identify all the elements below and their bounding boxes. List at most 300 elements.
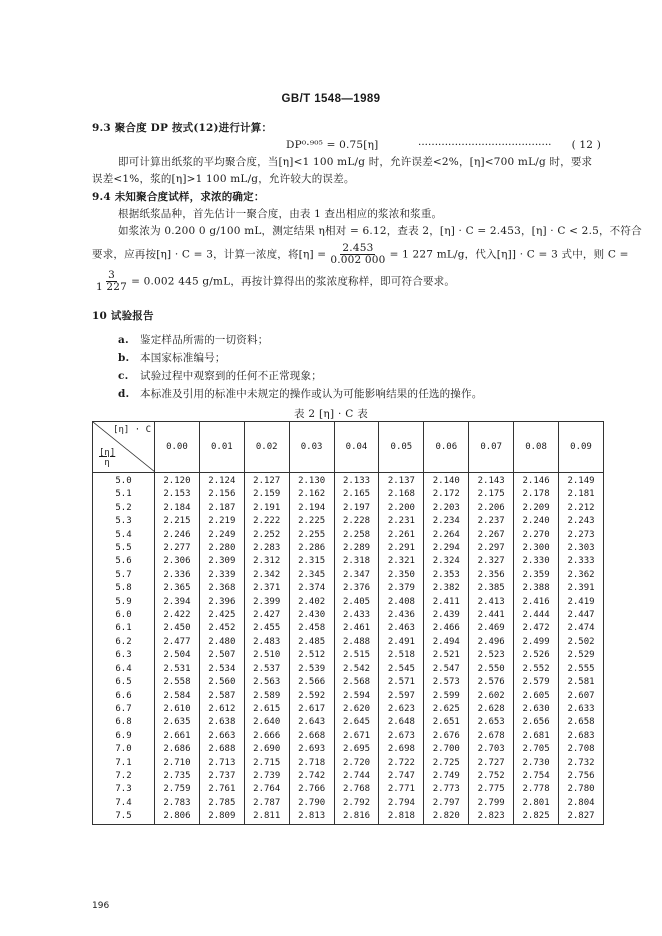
table-cell: 2.759 <box>155 783 200 796</box>
table-cell: 2.703 <box>469 743 514 756</box>
table-cell: 2.474 <box>559 622 604 635</box>
row-label-cell: 5.0 <box>93 473 155 489</box>
table-cell: 2.441 <box>469 609 514 622</box>
fraction-eta <box>328 243 387 266</box>
table-cell: 2.222 <box>244 515 289 528</box>
table-cell: 2.823 <box>469 810 514 824</box>
table-cell: 2.542 <box>334 663 379 676</box>
table-cell: 2.399 <box>244 596 289 609</box>
table-cell: 2.300 <box>514 542 559 555</box>
fraction-c-numerator: 3 <box>108 269 115 281</box>
table-cell: 2.385 <box>469 582 514 595</box>
table-cell: 2.312 <box>244 555 289 568</box>
table-cell: 2.515 <box>334 649 379 662</box>
table-cell: 2.165 <box>334 488 379 501</box>
table-cell: 2.264 <box>424 529 469 542</box>
table-cell: 2.792 <box>334 797 379 810</box>
row-label-cell: 5.4 <box>93 529 155 542</box>
row-label-cell: 7.3 <box>93 783 155 796</box>
table-cell: 2.656 <box>514 716 559 729</box>
table-cell: 2.693 <box>289 743 334 756</box>
table-cell: 2.353 <box>424 569 469 582</box>
table-cell: 2.607 <box>559 690 604 703</box>
table-cell: 2.184 <box>155 502 200 515</box>
table-cell: 2.555 <box>559 663 604 676</box>
table-cell: 2.658 <box>559 716 604 729</box>
table-cell: 2.143 <box>469 473 514 489</box>
table-row <box>93 488 604 501</box>
table-row <box>93 622 604 635</box>
table-cell: 2.376 <box>334 582 379 595</box>
table-row <box>93 703 604 716</box>
table-cell: 2.267 <box>469 529 514 542</box>
column-header: 0.06 <box>424 422 469 473</box>
table-cell: 2.294 <box>424 542 469 555</box>
table-cell: 2.523 <box>469 649 514 662</box>
row-label-cell: 5.2 <box>93 502 155 515</box>
table-cell: 2.663 <box>199 730 244 743</box>
table-cell: 2.560 <box>199 676 244 689</box>
table-cell: 2.120 <box>155 473 200 489</box>
table-row <box>93 663 604 676</box>
table-row <box>93 730 604 743</box>
table-cell: 2.820 <box>424 810 469 824</box>
table-row <box>93 542 604 555</box>
table-cell: 2.191 <box>244 502 289 515</box>
table-cell: 2.330 <box>514 555 559 568</box>
table-cell: 2.315 <box>289 555 334 568</box>
table-caption: 表 2 [η] · C 表 <box>293 408 369 420</box>
table-row <box>93 783 604 796</box>
table-cell: 2.510 <box>244 649 289 662</box>
table-cell: 2.754 <box>514 770 559 783</box>
table-cell: 2.133 <box>334 473 379 489</box>
table-cell: 2.816 <box>334 810 379 824</box>
table-cell: 2.480 <box>199 636 244 649</box>
table-cell: 2.215 <box>155 515 200 528</box>
table-cell: 2.394 <box>155 596 200 609</box>
table-cell: 2.794 <box>379 797 424 810</box>
table-cell: 2.630 <box>514 703 559 716</box>
table-row <box>93 649 604 662</box>
table-cell: 2.705 <box>514 743 559 756</box>
table-cell: 2.504 <box>155 649 200 662</box>
page-number: 196 <box>92 901 110 911</box>
table-cell: 2.643 <box>289 716 334 729</box>
table-cell: 2.778 <box>514 783 559 796</box>
table-cell: 2.225 <box>289 515 334 528</box>
table-cell: 2.761 <box>199 783 244 796</box>
table-cell: 2.249 <box>199 529 244 542</box>
row-label-cell: 5.5 <box>93 542 155 555</box>
table-cell: 2.739 <box>244 770 289 783</box>
table-cell: 2.620 <box>334 703 379 716</box>
table-cell: 2.327 <box>469 555 514 568</box>
table-cell: 2.491 <box>379 636 424 649</box>
table-cell: 2.547 <box>424 663 469 676</box>
table-cell: 2.825 <box>514 810 559 824</box>
s94-paragraph-line-4 <box>92 270 455 293</box>
column-header: 0.01 <box>199 422 244 473</box>
table-cell: 2.573 <box>424 676 469 689</box>
table-cell: 2.638 <box>199 716 244 729</box>
table-cell: 2.681 <box>514 730 559 743</box>
table-cell: 2.162 <box>289 488 334 501</box>
table-cell: 2.153 <box>155 488 200 501</box>
table-cell: 2.787 <box>244 797 289 810</box>
table-cell: 2.602 <box>469 690 514 703</box>
table-cell: 2.228 <box>334 515 379 528</box>
table-cell: 2.206 <box>469 502 514 515</box>
table-cell: 2.683 <box>559 730 604 743</box>
table-row <box>93 502 604 515</box>
table-cell: 2.411 <box>424 596 469 609</box>
row-label-cell: 5.7 <box>93 569 155 582</box>
table-cell: 2.391 <box>559 582 604 595</box>
table-cell: 2.289 <box>334 542 379 555</box>
table-cell: 2.483 <box>244 636 289 649</box>
table-cell: 2.345 <box>289 569 334 582</box>
table-cell: 2.209 <box>514 502 559 515</box>
table-row <box>93 515 604 528</box>
table-cell: 2.408 <box>379 596 424 609</box>
row-label-cell: 6.4 <box>93 663 155 676</box>
table-cell: 2.563 <box>244 676 289 689</box>
table-cell: 2.512 <box>289 649 334 662</box>
table-cell: 2.688 <box>199 743 244 756</box>
table-cell: 2.804 <box>559 797 604 810</box>
row-label-cell: 5.8 <box>93 582 155 595</box>
table-cell: 2.427 <box>244 609 289 622</box>
table-cell: 2.700 <box>424 743 469 756</box>
table-cell: 2.545 <box>379 663 424 676</box>
table-cell: 2.234 <box>424 515 469 528</box>
formula-leader-dots: ········································ <box>418 139 552 151</box>
row-label-cell: 6.6 <box>93 690 155 703</box>
table-cell: 2.587 <box>199 690 244 703</box>
table-cell: 2.283 <box>244 542 289 555</box>
section-9-4-heading: 9.4 未知聚合度试样，求浓的确定： <box>92 191 265 203</box>
table-cell: 2.261 <box>379 529 424 542</box>
table-cell: 2.455 <box>244 622 289 635</box>
table-cell: 2.362 <box>559 569 604 582</box>
table-cell: 2.347 <box>334 569 379 582</box>
table-cell: 2.461 <box>334 622 379 635</box>
table-row <box>93 582 604 595</box>
corner-bottom-label: [η] η <box>99 448 116 468</box>
table-cell: 2.653 <box>469 716 514 729</box>
table-cell: 2.336 <box>155 569 200 582</box>
table-cell: 2.237 <box>469 515 514 528</box>
fraction-c <box>94 270 129 293</box>
table-cell: 2.718 <box>289 757 334 770</box>
table-cell: 2.472 <box>514 622 559 635</box>
table-cell: 2.715 <box>244 757 289 770</box>
table-cell: 2.576 <box>469 676 514 689</box>
table-cell: 2.790 <box>289 797 334 810</box>
table-cell: 2.737 <box>199 770 244 783</box>
table-cell: 2.806 <box>155 810 200 824</box>
table-cell: 2.730 <box>514 757 559 770</box>
table-cell: 2.379 <box>379 582 424 595</box>
table-cell: 2.529 <box>559 649 604 662</box>
table-cell: 2.708 <box>559 743 604 756</box>
report-item-d: d. 本标准及引用的标准中未规定的操作或认为可能影响结果的任选的操作。 <box>118 388 483 400</box>
row-label-cell: 6.1 <box>93 622 155 635</box>
table-row <box>93 636 604 649</box>
table-cell: 2.566 <box>289 676 334 689</box>
table-cell: 2.280 <box>199 542 244 555</box>
table-cell: 2.140 <box>424 473 469 489</box>
row-label-cell: 7.4 <box>93 797 155 810</box>
s93-paragraph-line-2: 误差<1%，浆的[η]>1 100 mL/g，允许较大的误差。 <box>92 173 355 185</box>
table-cell: 2.668 <box>289 730 334 743</box>
table-cell: 2.584 <box>155 690 200 703</box>
table-cell: 2.594 <box>334 690 379 703</box>
row-label-cell: 6.9 <box>93 730 155 743</box>
table-cell: 2.488 <box>334 636 379 649</box>
table-cell: 2.342 <box>244 569 289 582</box>
table-cell: 2.651 <box>424 716 469 729</box>
table-row <box>93 555 604 568</box>
table-cell: 2.146 <box>514 473 559 489</box>
table-cell: 2.194 <box>289 502 334 515</box>
row-label-cell: 5.9 <box>93 596 155 609</box>
table-cell: 2.149 <box>559 473 604 489</box>
table-cell: 2.450 <box>155 622 200 635</box>
table-cell: 2.463 <box>379 622 424 635</box>
table-cell: 2.597 <box>379 690 424 703</box>
column-header: 0.03 <box>289 422 334 473</box>
table-cell: 2.212 <box>559 502 604 515</box>
table-cell: 2.605 <box>514 690 559 703</box>
table-cell: 2.452 <box>199 622 244 635</box>
table-cell: 2.178 <box>514 488 559 501</box>
table-cell: 2.671 <box>334 730 379 743</box>
table-cell: 2.485 <box>289 636 334 649</box>
table-cell: 2.365 <box>155 582 200 595</box>
table-corner-cell <box>93 422 155 473</box>
table-cell: 2.756 <box>559 770 604 783</box>
table-cell: 2.571 <box>379 676 424 689</box>
fraction-eta-denominator: 0.002 000 <box>330 254 386 266</box>
table-cell: 2.676 <box>424 730 469 743</box>
column-header: 0.02 <box>244 422 289 473</box>
table-cell: 2.710 <box>155 757 200 770</box>
table-row <box>93 716 604 729</box>
table-cell: 2.783 <box>155 797 200 810</box>
row-label-cell: 7.1 <box>93 757 155 770</box>
table-cell: 2.368 <box>199 582 244 595</box>
table-cell: 2.324 <box>424 555 469 568</box>
table-cell: 2.425 <box>199 609 244 622</box>
table-cell: 2.686 <box>155 743 200 756</box>
standard-header: GB/T 1548—1989 <box>281 93 381 105</box>
table-cell: 2.727 <box>469 757 514 770</box>
table-cell: 2.801 <box>514 797 559 810</box>
table-cell: 2.172 <box>424 488 469 501</box>
table-cell: 2.502 <box>559 636 604 649</box>
table-cell: 2.240 <box>514 515 559 528</box>
table-cell: 2.666 <box>244 730 289 743</box>
table-cell: 2.168 <box>379 488 424 501</box>
table-row <box>93 676 604 689</box>
table-cell: 2.416 <box>514 596 559 609</box>
table-cell: 2.773 <box>424 783 469 796</box>
table-cell: 2.720 <box>334 757 379 770</box>
table-cell: 2.291 <box>379 542 424 555</box>
table-cell: 2.258 <box>334 529 379 542</box>
table-cell: 2.124 <box>199 473 244 489</box>
table-cell: 2.187 <box>199 502 244 515</box>
table-cell: 2.799 <box>469 797 514 810</box>
table-cell: 2.350 <box>379 569 424 582</box>
table-cell: 2.747 <box>379 770 424 783</box>
fraction-eta-numerator: 2.453 <box>342 242 374 254</box>
table-cell: 2.640 <box>244 716 289 729</box>
table-body <box>93 473 604 825</box>
row-label-cell: 6.7 <box>93 703 155 716</box>
table-row <box>93 810 604 824</box>
table-cell: 2.768 <box>334 783 379 796</box>
row-label-cell: 6.2 <box>93 636 155 649</box>
s94-paragraph-line-2: 如浆浓为 0.200 0 g/100 mL，测定结果 η相对 = 6.12，查表 2，[η] · C = 2.453，[η] · C < 2.5，不符合 <box>118 225 642 237</box>
table-cell: 2.252 <box>244 529 289 542</box>
section-10-heading: 10 试验报告 <box>92 310 154 322</box>
table-cell: 2.270 <box>514 529 559 542</box>
table-cell: 2.405 <box>334 596 379 609</box>
s94-paragraph-line-3 <box>92 243 629 266</box>
table-cell: 2.550 <box>469 663 514 676</box>
table-cell: 2.558 <box>155 676 200 689</box>
table-cell: 2.623 <box>379 703 424 716</box>
table-cell: 2.811 <box>244 810 289 824</box>
table-cell: 2.537 <box>244 663 289 676</box>
table-cell: 2.552 <box>514 663 559 676</box>
table-cell: 2.277 <box>155 542 200 555</box>
row-label-cell: 7.2 <box>93 770 155 783</box>
table-cell: 2.775 <box>469 783 514 796</box>
table-cell: 2.698 <box>379 743 424 756</box>
table-cell: 2.521 <box>424 649 469 662</box>
table-row <box>93 797 604 810</box>
table-cell: 2.713 <box>199 757 244 770</box>
table-cell: 2.388 <box>514 582 559 595</box>
s94-line-4-text: = 0.002 445 g/mL，再按计算得出的浆浓度称样，即可符合要求。 <box>131 275 456 288</box>
table-cell: 2.130 <box>289 473 334 489</box>
table-cell: 2.526 <box>514 649 559 662</box>
table-cell: 2.419 <box>559 596 604 609</box>
table-cell: 2.645 <box>334 716 379 729</box>
table-cell: 2.439 <box>424 609 469 622</box>
table-cell: 2.615 <box>244 703 289 716</box>
table-cell: 2.633 <box>559 703 604 716</box>
table-cell: 2.695 <box>334 743 379 756</box>
table-cell: 2.496 <box>469 636 514 649</box>
fraction-c-denominator: 1 227 <box>96 281 128 293</box>
table-cell: 2.780 <box>559 783 604 796</box>
table-cell: 2.175 <box>469 488 514 501</box>
table-cell: 2.625 <box>424 703 469 716</box>
table-cell: 2.458 <box>289 622 334 635</box>
table-cell: 2.766 <box>289 783 334 796</box>
section-9-3-heading: 9.3 聚合度 DP 按式(12)进行计算： <box>92 122 273 134</box>
table-cell: 2.436 <box>379 609 424 622</box>
table-cell: 2.568 <box>334 676 379 689</box>
table-cell: 2.382 <box>424 582 469 595</box>
column-header: 0.04 <box>334 422 379 473</box>
table-cell: 2.599 <box>424 690 469 703</box>
column-header: 0.08 <box>514 422 559 473</box>
row-label-cell: 5.1 <box>93 488 155 501</box>
column-header: 0.07 <box>469 422 514 473</box>
formula-12: DP⁰·⁹⁰⁵ = 0.75[η] <box>286 139 379 151</box>
table-cell: 2.678 <box>469 730 514 743</box>
table-cell: 2.246 <box>155 529 200 542</box>
table-cell: 2.673 <box>379 730 424 743</box>
table-cell: 2.181 <box>559 488 604 501</box>
row-label-cell: 5.3 <box>93 515 155 528</box>
table-cell: 2.413 <box>469 596 514 609</box>
table-cell: 2.518 <box>379 649 424 662</box>
report-item-a: a. 鉴定样品所需的一切资料； <box>118 334 269 346</box>
table-cell: 2.785 <box>199 797 244 810</box>
table-row <box>93 743 604 756</box>
table-cell: 2.318 <box>334 555 379 568</box>
table-cell: 2.356 <box>469 569 514 582</box>
table-cell: 2.771 <box>379 783 424 796</box>
table-cell: 2.469 <box>469 622 514 635</box>
table-cell: 2.286 <box>289 542 334 555</box>
table-cell: 2.722 <box>379 757 424 770</box>
table-cell: 2.592 <box>289 690 334 703</box>
table-row <box>93 757 604 770</box>
row-label-cell: 5.6 <box>93 555 155 568</box>
table-cell: 2.197 <box>334 502 379 515</box>
table-cell: 2.628 <box>469 703 514 716</box>
report-item-b: b. 本国家标准编号； <box>118 352 226 364</box>
table-cell: 2.333 <box>559 555 604 568</box>
table-cell: 2.422 <box>155 609 200 622</box>
table-cell: 2.797 <box>424 797 469 810</box>
table-cell: 2.579 <box>514 676 559 689</box>
table-cell: 2.539 <box>289 663 334 676</box>
table-cell: 2.219 <box>199 515 244 528</box>
s94-line-3-end: = 1 227 mL/g，代入[η]] · C = 3 式中，则 C = <box>389 248 629 261</box>
table-cell: 2.243 <box>559 515 604 528</box>
table-row <box>93 569 604 582</box>
table-cell: 2.297 <box>469 542 514 555</box>
s93-paragraph-line-1: 即可计算出纸浆的平均聚合度，当[η]<1 100 mL/g 时，允许误差<2%，[η]<700 mL/g 时，要求 <box>118 156 593 168</box>
table-cell: 2.466 <box>424 622 469 635</box>
table-cell: 2.433 <box>334 609 379 622</box>
table-cell: 2.635 <box>155 716 200 729</box>
table-cell: 2.735 <box>155 770 200 783</box>
table-cell: 2.752 <box>469 770 514 783</box>
table-cell: 2.359 <box>514 569 559 582</box>
table-cell: 2.255 <box>289 529 334 542</box>
row-label-cell: 6.3 <box>93 649 155 662</box>
table-cell: 2.809 <box>199 810 244 824</box>
table-cell: 2.661 <box>155 730 200 743</box>
corner-top-label: [η] · C <box>113 425 151 435</box>
table-cell: 2.531 <box>155 663 200 676</box>
table-row <box>93 473 604 489</box>
table-cell: 2.273 <box>559 529 604 542</box>
table-cell: 2.430 <box>289 609 334 622</box>
table-cell: 2.200 <box>379 502 424 515</box>
table-cell: 2.306 <box>155 555 200 568</box>
